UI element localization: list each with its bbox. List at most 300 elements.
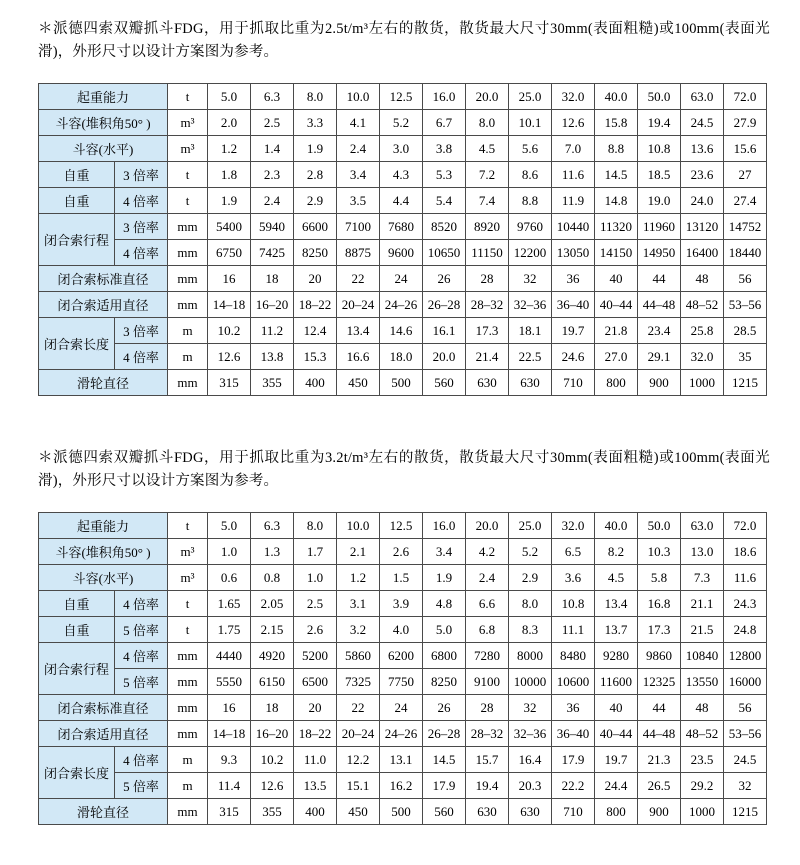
unit-cell: mm <box>168 214 208 240</box>
value-cell: 1215 <box>724 799 767 825</box>
value-cell: 11320 <box>595 214 638 240</box>
value-cell: 32 <box>509 266 552 292</box>
value-cell: 56 <box>724 695 767 721</box>
value-cell: 710 <box>552 370 595 396</box>
unit-cell: mm <box>168 292 208 318</box>
value-cell: 450 <box>337 370 380 396</box>
value-cell: 14752 <box>724 214 767 240</box>
value-cell: 48–52 <box>681 721 724 747</box>
value-cell: 5400 <box>208 214 251 240</box>
value-cell: 5.0 <box>423 617 466 643</box>
value-cell: 16–20 <box>251 721 294 747</box>
value-cell: 14–18 <box>208 292 251 318</box>
value-cell: 16.4 <box>509 747 552 773</box>
value-cell: 6150 <box>251 669 294 695</box>
value-cell: 8520 <box>423 214 466 240</box>
value-cell: 12325 <box>638 669 681 695</box>
value-cell: 2.9 <box>509 565 552 591</box>
value-cell: 26 <box>423 266 466 292</box>
value-cell: 24.0 <box>681 188 724 214</box>
value-cell: 4.5 <box>595 565 638 591</box>
value-cell: 7.4 <box>466 188 509 214</box>
table-row <box>39 695 767 721</box>
value-cell: 5.0 <box>208 84 251 110</box>
value-cell: 5.3 <box>423 162 466 188</box>
value-cell: 2.0 <box>208 110 251 136</box>
value-cell: 16–20 <box>251 292 294 318</box>
value-cell: 32.0 <box>552 513 595 539</box>
value-cell: 56 <box>724 266 767 292</box>
value-cell: 13.6 <box>681 136 724 162</box>
value-cell: 4.4 <box>380 188 423 214</box>
value-cell: 1.65 <box>208 591 251 617</box>
value-cell: 32–36 <box>509 292 552 318</box>
value-cell: 28.5 <box>724 318 767 344</box>
value-cell: 1.9 <box>208 188 251 214</box>
value-cell: 16400 <box>681 240 724 266</box>
value-cell: 3.3 <box>294 110 337 136</box>
value-cell: 13.1 <box>380 747 423 773</box>
value-cell: 1.7 <box>294 539 337 565</box>
value-cell: 48 <box>681 266 724 292</box>
spec-table-2 <box>38 512 767 825</box>
value-cell: 22 <box>337 266 380 292</box>
value-cell: 6.3 <box>251 513 294 539</box>
value-cell: 5200 <box>294 643 337 669</box>
unit-cell: mm <box>168 240 208 266</box>
value-cell: 7280 <box>466 643 509 669</box>
value-cell: 24.5 <box>681 110 724 136</box>
value-cell: 14.8 <box>595 188 638 214</box>
row-label: 自重 <box>39 162 115 188</box>
value-cell: 29.1 <box>638 344 681 370</box>
value-cell: 8.0 <box>294 84 337 110</box>
row-label: 斗容(水平) <box>39 136 168 162</box>
value-cell: 27 <box>724 162 767 188</box>
row-label: 自重 <box>39 617 115 643</box>
row-sub-label: 5 倍率 <box>115 617 168 643</box>
value-cell: 27.9 <box>724 110 767 136</box>
value-cell: 315 <box>208 370 251 396</box>
row-label: 斗容(堆积角50° ) <box>39 539 168 565</box>
value-cell: 6500 <box>294 669 337 695</box>
value-cell: 24–26 <box>380 721 423 747</box>
row-sub-label: 4 倍率 <box>115 591 168 617</box>
row-label: 闭合索长度 <box>39 318 115 370</box>
value-cell: 10.2 <box>208 318 251 344</box>
row-label: 闭合索适用直径 <box>39 721 168 747</box>
value-cell: 355 <box>251 370 294 396</box>
value-cell: 12.5 <box>380 513 423 539</box>
value-cell: 6800 <box>423 643 466 669</box>
value-cell: 10.8 <box>638 136 681 162</box>
intro-paragraph-1: ＊派德四索双瓣抓斗FDG，用于抓取比重为2.5t/m³左右的散货，散货最大尺寸30mm(表面粗糙)或100mm(表面光滑)，外形尺寸以设计方案图为参考。 <box>38 21 770 60</box>
row-sub-label: 3 倍率 <box>115 318 168 344</box>
row-sub-label: 5 倍率 <box>115 669 168 695</box>
value-cell: 8.2 <box>595 539 638 565</box>
row-sub-label: 4 倍率 <box>115 240 168 266</box>
value-cell: 50.0 <box>638 513 681 539</box>
value-cell: 10.3 <box>638 539 681 565</box>
unit-cell: mm <box>168 799 208 825</box>
value-cell: 16 <box>208 266 251 292</box>
unit-cell: t <box>168 188 208 214</box>
row-label: 起重能力 <box>39 513 168 539</box>
value-cell: 6.7 <box>423 110 466 136</box>
value-cell: 24.4 <box>595 773 638 799</box>
value-cell: 5550 <box>208 669 251 695</box>
value-cell: 15.6 <box>724 136 767 162</box>
value-cell: 17.3 <box>466 318 509 344</box>
value-cell: 500 <box>380 799 423 825</box>
value-cell: 32 <box>724 773 767 799</box>
value-cell: 28–32 <box>466 292 509 318</box>
unit-cell: mm <box>168 695 208 721</box>
value-cell: 24.5 <box>724 747 767 773</box>
value-cell: 7100 <box>337 214 380 240</box>
row-label: 斗容(水平) <box>39 565 168 591</box>
value-cell: 18.5 <box>638 162 681 188</box>
table-row <box>39 84 767 110</box>
unit-cell: t <box>168 513 208 539</box>
value-cell: 400 <box>294 799 337 825</box>
unit-cell: t <box>168 162 208 188</box>
value-cell: 3.8 <box>423 136 466 162</box>
value-cell: 2.5 <box>251 110 294 136</box>
value-cell: 14950 <box>638 240 681 266</box>
value-cell: 2.8 <box>294 162 337 188</box>
value-cell: 48–52 <box>681 292 724 318</box>
unit-cell: mm <box>168 669 208 695</box>
value-cell: 13050 <box>552 240 595 266</box>
value-cell: 32.0 <box>552 84 595 110</box>
value-cell: 4440 <box>208 643 251 669</box>
value-cell: 3.2 <box>337 617 380 643</box>
value-cell: 16.8 <box>638 591 681 617</box>
value-cell: 72.0 <box>724 84 767 110</box>
value-cell: 13.0 <box>681 539 724 565</box>
unit-cell: t <box>168 84 208 110</box>
value-cell: 4.5 <box>466 136 509 162</box>
value-cell: 72.0 <box>724 513 767 539</box>
value-cell: 9.3 <box>208 747 251 773</box>
row-label: 自重 <box>39 188 115 214</box>
value-cell: 18.0 <box>380 344 423 370</box>
value-cell: 24.8 <box>724 617 767 643</box>
value-cell: 12.2 <box>337 747 380 773</box>
value-cell: 18 <box>251 266 294 292</box>
table-row <box>39 773 767 799</box>
intro-paragraph-2: ＊派德四索双瓣抓斗FDG，用于抓取比重为3.2t/m³左右的散货，散货最大尺寸30mm(表面粗糙)或100mm(表面光滑)，外形尺寸以设计方案图为参考。 <box>38 450 770 489</box>
table-row <box>39 721 767 747</box>
value-cell: 32–36 <box>509 721 552 747</box>
value-cell: 800 <box>595 370 638 396</box>
value-cell: 6600 <box>294 214 337 240</box>
value-cell: 2.4 <box>466 565 509 591</box>
row-label: 闭合索长度 <box>39 747 115 799</box>
value-cell: 1000 <box>681 370 724 396</box>
value-cell: 7425 <box>251 240 294 266</box>
value-cell: 2.4 <box>337 136 380 162</box>
value-cell: 7.0 <box>552 136 595 162</box>
value-cell: 13.5 <box>294 773 337 799</box>
value-cell: 14.6 <box>380 318 423 344</box>
value-cell: 18–22 <box>294 721 337 747</box>
table-row <box>39 136 767 162</box>
value-cell: 500 <box>380 370 423 396</box>
value-cell: 1.8 <box>208 162 251 188</box>
value-cell: 560 <box>423 799 466 825</box>
value-cell: 23.5 <box>681 747 724 773</box>
value-cell: 1.3 <box>251 539 294 565</box>
value-cell: 10000 <box>509 669 552 695</box>
table-row <box>39 643 767 669</box>
value-cell: 26.5 <box>638 773 681 799</box>
value-cell: 14.5 <box>423 747 466 773</box>
value-cell: 13.8 <box>251 344 294 370</box>
row-sub-label: 4 倍率 <box>115 643 168 669</box>
value-cell: 9100 <box>466 669 509 695</box>
value-cell: 8.3 <box>509 617 552 643</box>
value-cell: 15.3 <box>294 344 337 370</box>
section-fdg-3.2 <box>38 447 768 825</box>
value-cell: 1.5 <box>380 565 423 591</box>
value-cell: 27.0 <box>595 344 638 370</box>
row-sub-label: 3 倍率 <box>115 162 168 188</box>
value-cell: 3.9 <box>380 591 423 617</box>
value-cell: 8.8 <box>595 136 638 162</box>
value-cell: 16.0 <box>423 513 466 539</box>
value-cell: 0.6 <box>208 565 251 591</box>
value-cell: 3.0 <box>380 136 423 162</box>
row-label: 自重 <box>39 591 115 617</box>
value-cell: 26–28 <box>423 721 466 747</box>
value-cell: 5.2 <box>509 539 552 565</box>
value-cell: 10.1 <box>509 110 552 136</box>
value-cell: 5.4 <box>423 188 466 214</box>
value-cell: 12.4 <box>294 318 337 344</box>
value-cell: 24 <box>380 695 423 721</box>
value-cell: 14–18 <box>208 721 251 747</box>
value-cell: 7750 <box>380 669 423 695</box>
value-cell: 5.8 <box>638 565 681 591</box>
value-cell: 16.2 <box>380 773 423 799</box>
value-cell: 40 <box>595 695 638 721</box>
value-cell: 2.6 <box>294 617 337 643</box>
value-cell: 8250 <box>423 669 466 695</box>
row-label: 闭合索标准直径 <box>39 695 168 721</box>
value-cell: 5.0 <box>208 513 251 539</box>
unit-cell: m³ <box>168 565 208 591</box>
value-cell: 400 <box>294 370 337 396</box>
value-cell: 1000 <box>681 799 724 825</box>
row-label: 闭合索行程 <box>39 214 115 266</box>
value-cell: 10.0 <box>337 513 380 539</box>
value-cell: 32.0 <box>681 344 724 370</box>
value-cell: 25.0 <box>509 513 552 539</box>
value-cell: 24.6 <box>552 344 595 370</box>
value-cell: 17.9 <box>552 747 595 773</box>
value-cell: 1.0 <box>208 539 251 565</box>
value-cell: 10440 <box>552 214 595 240</box>
value-cell: 21.1 <box>681 591 724 617</box>
value-cell: 32 <box>509 695 552 721</box>
value-cell: 36 <box>552 695 595 721</box>
value-cell: 27.4 <box>724 188 767 214</box>
table-row <box>39 214 767 240</box>
value-cell: 13120 <box>681 214 724 240</box>
value-cell: 63.0 <box>681 84 724 110</box>
value-cell: 16.0 <box>423 84 466 110</box>
value-cell: 12800 <box>724 643 767 669</box>
value-cell: 18 <box>251 695 294 721</box>
value-cell: 10600 <box>552 669 595 695</box>
value-cell: 12200 <box>509 240 552 266</box>
value-cell: 8480 <box>552 643 595 669</box>
value-cell: 16.6 <box>337 344 380 370</box>
value-cell: 28 <box>466 695 509 721</box>
value-cell: 53–56 <box>724 292 767 318</box>
value-cell: 40.0 <box>595 513 638 539</box>
value-cell: 12.5 <box>380 84 423 110</box>
value-cell: 1.4 <box>251 136 294 162</box>
value-cell: 3.5 <box>337 188 380 214</box>
value-cell: 23.6 <box>681 162 724 188</box>
value-cell: 10.8 <box>552 591 595 617</box>
value-cell: 26–28 <box>423 292 466 318</box>
value-cell: 26 <box>423 695 466 721</box>
table-row <box>39 565 767 591</box>
value-cell: 23.4 <box>638 318 681 344</box>
value-cell: 7.2 <box>466 162 509 188</box>
value-cell: 7.3 <box>681 565 724 591</box>
table-row <box>39 747 767 773</box>
value-cell: 9760 <box>509 214 552 240</box>
value-cell: 20.0 <box>466 84 509 110</box>
value-cell: 10.0 <box>337 84 380 110</box>
value-cell: 9860 <box>638 643 681 669</box>
value-cell: 22.5 <box>509 344 552 370</box>
value-cell: 16 <box>208 695 251 721</box>
table-row <box>39 669 767 695</box>
value-cell: 2.4 <box>251 188 294 214</box>
value-cell: 630 <box>466 370 509 396</box>
value-cell: 12.6 <box>251 773 294 799</box>
value-cell: 11150 <box>466 240 509 266</box>
value-cell: 560 <box>423 370 466 396</box>
value-cell: 8.0 <box>466 110 509 136</box>
table-row <box>39 344 767 370</box>
value-cell: 20.0 <box>466 513 509 539</box>
value-cell: 17.9 <box>423 773 466 799</box>
value-cell: 44 <box>638 266 681 292</box>
table-row <box>39 318 767 344</box>
value-cell: 20–24 <box>337 721 380 747</box>
unit-cell: m³ <box>168 110 208 136</box>
value-cell: 1.2 <box>208 136 251 162</box>
row-label: 滑轮直径 <box>39 799 168 825</box>
table-row <box>39 162 767 188</box>
value-cell: 44 <box>638 695 681 721</box>
table-row <box>39 188 767 214</box>
table-row <box>39 240 767 266</box>
value-cell: 1.9 <box>423 565 466 591</box>
value-cell: 21.8 <box>595 318 638 344</box>
value-cell: 20 <box>294 266 337 292</box>
value-cell: 11.0 <box>294 747 337 773</box>
value-cell: 35 <box>724 344 767 370</box>
value-cell: 6750 <box>208 240 251 266</box>
value-cell: 2.3 <box>251 162 294 188</box>
unit-cell: mm <box>168 721 208 747</box>
value-cell: 12.6 <box>552 110 595 136</box>
value-cell: 22 <box>337 695 380 721</box>
value-cell: 630 <box>509 370 552 396</box>
value-cell: 7680 <box>380 214 423 240</box>
table-row <box>39 617 767 643</box>
value-cell: 4920 <box>251 643 294 669</box>
value-cell: 11.6 <box>724 565 767 591</box>
value-cell: 8.0 <box>509 591 552 617</box>
section-fdg-2.5 <box>38 18 768 396</box>
value-cell: 3.4 <box>337 162 380 188</box>
table-row <box>39 110 767 136</box>
value-cell: 2.15 <box>251 617 294 643</box>
value-cell: 4.3 <box>380 162 423 188</box>
row-label: 闭合索适用直径 <box>39 292 168 318</box>
unit-cell: mm <box>168 643 208 669</box>
value-cell: 2.5 <box>294 591 337 617</box>
row-label: 滑轮直径 <box>39 370 168 396</box>
value-cell: 2.05 <box>251 591 294 617</box>
value-cell: 13.4 <box>337 318 380 344</box>
value-cell: 20.0 <box>423 344 466 370</box>
value-cell: 15.7 <box>466 747 509 773</box>
value-cell: 11600 <box>595 669 638 695</box>
value-cell: 630 <box>466 799 509 825</box>
value-cell: 355 <box>251 799 294 825</box>
table-row <box>39 266 767 292</box>
value-cell: 53–56 <box>724 721 767 747</box>
value-cell: 5.2 <box>380 110 423 136</box>
value-cell: 18–22 <box>294 292 337 318</box>
value-cell: 24–26 <box>380 292 423 318</box>
value-cell: 11.9 <box>552 188 595 214</box>
value-cell: 4.0 <box>380 617 423 643</box>
value-cell: 36–40 <box>552 292 595 318</box>
value-cell: 25.0 <box>509 84 552 110</box>
value-cell: 16.1 <box>423 318 466 344</box>
value-cell: 3.4 <box>423 539 466 565</box>
value-cell: 4.2 <box>466 539 509 565</box>
unit-cell: t <box>168 617 208 643</box>
value-cell: 800 <box>595 799 638 825</box>
value-cell: 11.2 <box>251 318 294 344</box>
value-cell: 63.0 <box>681 513 724 539</box>
value-cell: 19.7 <box>552 318 595 344</box>
value-cell: 24 <box>380 266 423 292</box>
value-cell: 13.4 <box>595 591 638 617</box>
value-cell: 5860 <box>337 643 380 669</box>
value-cell: 25.8 <box>681 318 724 344</box>
value-cell: 900 <box>638 370 681 396</box>
value-cell: 48 <box>681 695 724 721</box>
value-cell: 1215 <box>724 370 767 396</box>
row-label: 闭合索行程 <box>39 643 115 695</box>
value-cell: 16000 <box>724 669 767 695</box>
value-cell: 15.1 <box>337 773 380 799</box>
value-cell: 12.6 <box>208 344 251 370</box>
